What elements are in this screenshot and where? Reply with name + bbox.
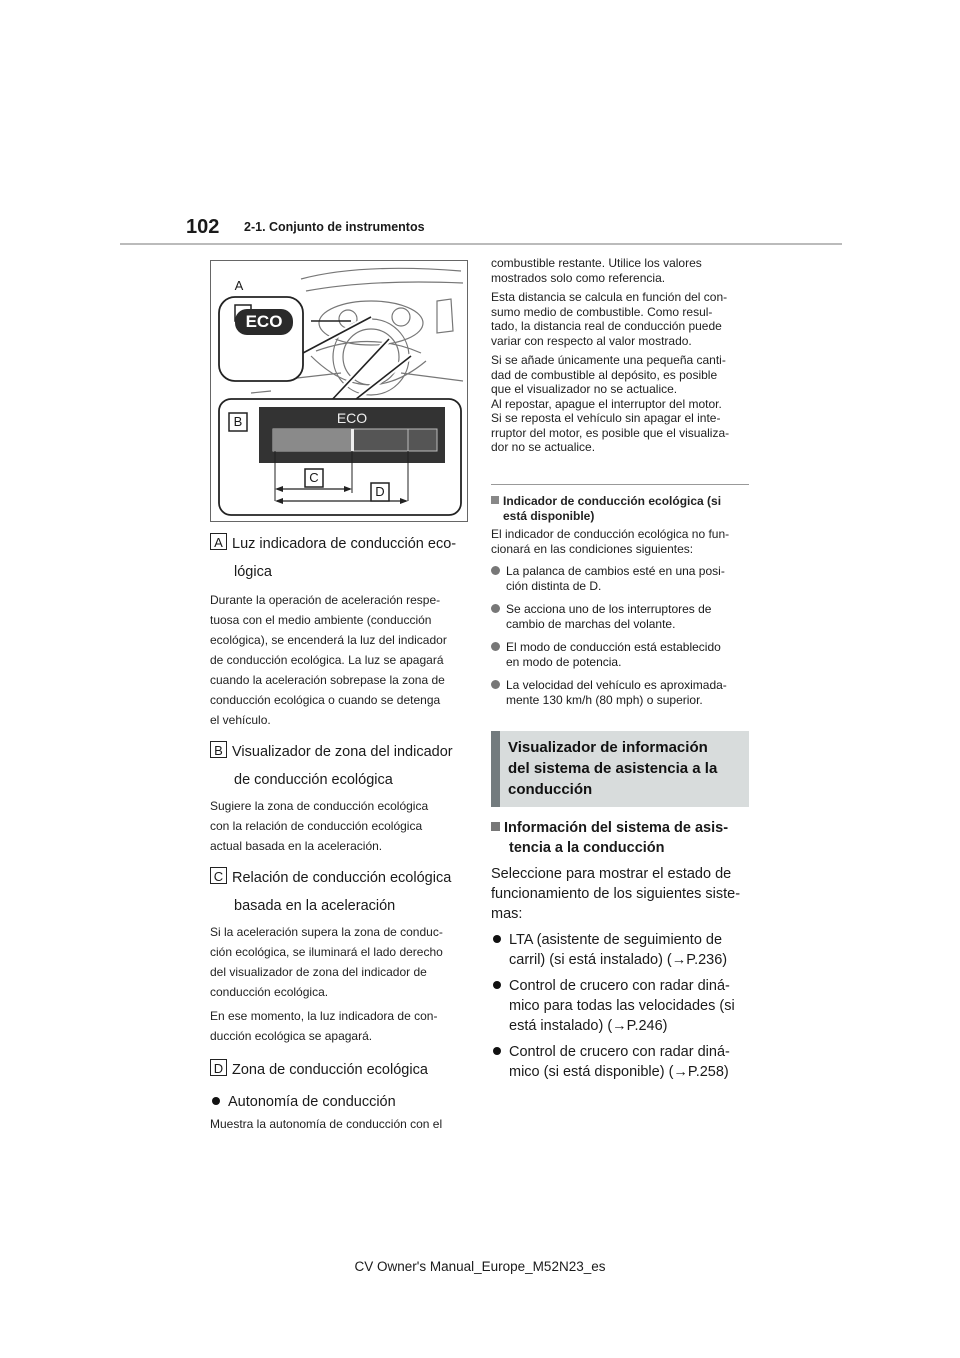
eco-indicator-intro: El indicador de conducción ecológica no fun- cionará en las condiciones siguientes: <box>491 527 730 556</box>
fuel-paragraph-1: combustible restante. Utilice los valores mostrados solo como referencia. <box>491 256 702 285</box>
eco-bar-label: ECO <box>336 410 368 426</box>
divider <box>491 484 749 485</box>
callout-b: B <box>233 414 243 429</box>
fuel-paragraph-3: Si se añade únicamente una pequeña canti- dad de combustible al depósito, es posible que el visualizador no se actualice. Al repostar, apague el interruptor del motor. Si se reposta el vehículo sin apagar el inte- rruptor del motor, es posible que el visualiza- dor no se actualice. <box>491 353 730 454</box>
item-a-title: A Luz indicadora de conducción eco- <box>210 530 468 558</box>
eco-condition-3: El modo de conducción está establecido en modo de potencia. <box>491 640 749 669</box>
bullet-icon <box>491 680 500 689</box>
assist-info-heading: Información del sistema de asis- tencia a la conducción <box>491 818 749 858</box>
eco-condition-4: La velocidad del vehículo es aproximada- mente 130 km/h (80 mph) o superior. <box>491 678 749 707</box>
item-c-title: C Relación de conducción ecológica <box>210 864 468 892</box>
bullet-icon <box>212 1097 220 1105</box>
assist-section <box>491 818 749 1082</box>
eco-indicator-section <box>491 494 749 707</box>
footer-manual-id: CV Owner's Manual_Europe_M52N23_es <box>354 1259 606 1274</box>
callout-c: C <box>309 470 319 485</box>
callout-d: D <box>375 484 385 499</box>
bullet-icon <box>491 642 500 651</box>
eco-icon: ECO <box>245 312 283 331</box>
autonomy-title: Autonomía de conducción <box>210 1092 468 1112</box>
right-column <box>491 256 749 455</box>
eco-indicator-heading: Indicador de conducción ecológica (si está disponible) <box>491 494 749 523</box>
item-c-description-2: En ese momento, la luz indicadora de con- ducción ecológica se apagará. <box>210 1009 438 1043</box>
fuel-paragraph-2: Esta distancia se calcula en función del con- sumo medio de combustible. Como resul- tado, la distancia real de conducción puede variar con respecto al valor mostrado. <box>491 290 728 348</box>
item-a-title-cont: lógica <box>234 564 272 580</box>
assist-intro: Seleccione para mostrar el estado de funcionamiento de los siguientes siste- mas: <box>491 866 741 922</box>
square-bullet-icon <box>491 822 500 831</box>
left-column <box>210 530 468 1134</box>
bullet-icon <box>493 935 501 943</box>
section-title: 2-1. Conjunto de instrumentos <box>244 220 425 234</box>
item-b-title-cont: de conducción ecológica <box>234 772 393 788</box>
item-b-title: B Visualizador de zona del indicador <box>210 738 468 766</box>
callout-a: A <box>234 278 244 293</box>
item-c-title-cont: basada en la aceleración <box>234 898 396 914</box>
eco-indicator-figure <box>210 260 468 522</box>
item-d-title: D Zona de conducción ecológica <box>210 1056 468 1084</box>
header-rule <box>120 243 842 245</box>
assist-item-acc-full: Control de crucero con radar diná- mico para todas las velocidades (si está instalado) (→P.246) <box>491 976 749 1036</box>
bullet-icon <box>491 566 500 575</box>
assist-item-lta: LTA (asistente de seguimiento de carril) (si está instalado) (→P.236) <box>491 930 749 970</box>
assist-section-heading: Visualizador de información del sistema de asistencia a la conducción <box>491 731 749 807</box>
bullet-icon <box>493 981 501 989</box>
eco-condition-2: Se acciona uno de los interruptores de cambio de marchas del volante. <box>491 602 749 631</box>
item-c-description: Si la aceleración supera la zona de conduc- ción ecológica, se iluminará el lado derecho del visualizador de zona del indicador de conducción ecológica. <box>210 925 443 999</box>
bullet-icon <box>491 604 500 613</box>
item-a-description: Durante la operación de aceleración respe- tuosa con el medio ambiente (conducción ecológica), se encenderá la luz del indicador de conducción ecológica. La luz se apagará cuando la aceleración sobrepase la zona de conducción ecológica o cuando se detenga el vehículo. <box>210 593 447 727</box>
autonomy-description: Muestra la autonomía de conducción con el <box>210 1117 443 1131</box>
square-bullet-icon <box>491 496 499 504</box>
assist-item-acc: Control de crucero con radar diná- mico (si está disponible) (→P.258) <box>491 1042 749 1082</box>
eco-condition-1: La palanca de cambios esté en una posi- ción distinta de D. <box>491 564 749 593</box>
item-b-description: Sugiere la zona de conducción ecológica con la relación de conducción ecológica actual basada en la aceleración. <box>210 799 429 853</box>
bullet-icon <box>493 1047 501 1055</box>
page-number: 102 <box>186 216 220 238</box>
dashboard-illustration <box>211 261 467 521</box>
